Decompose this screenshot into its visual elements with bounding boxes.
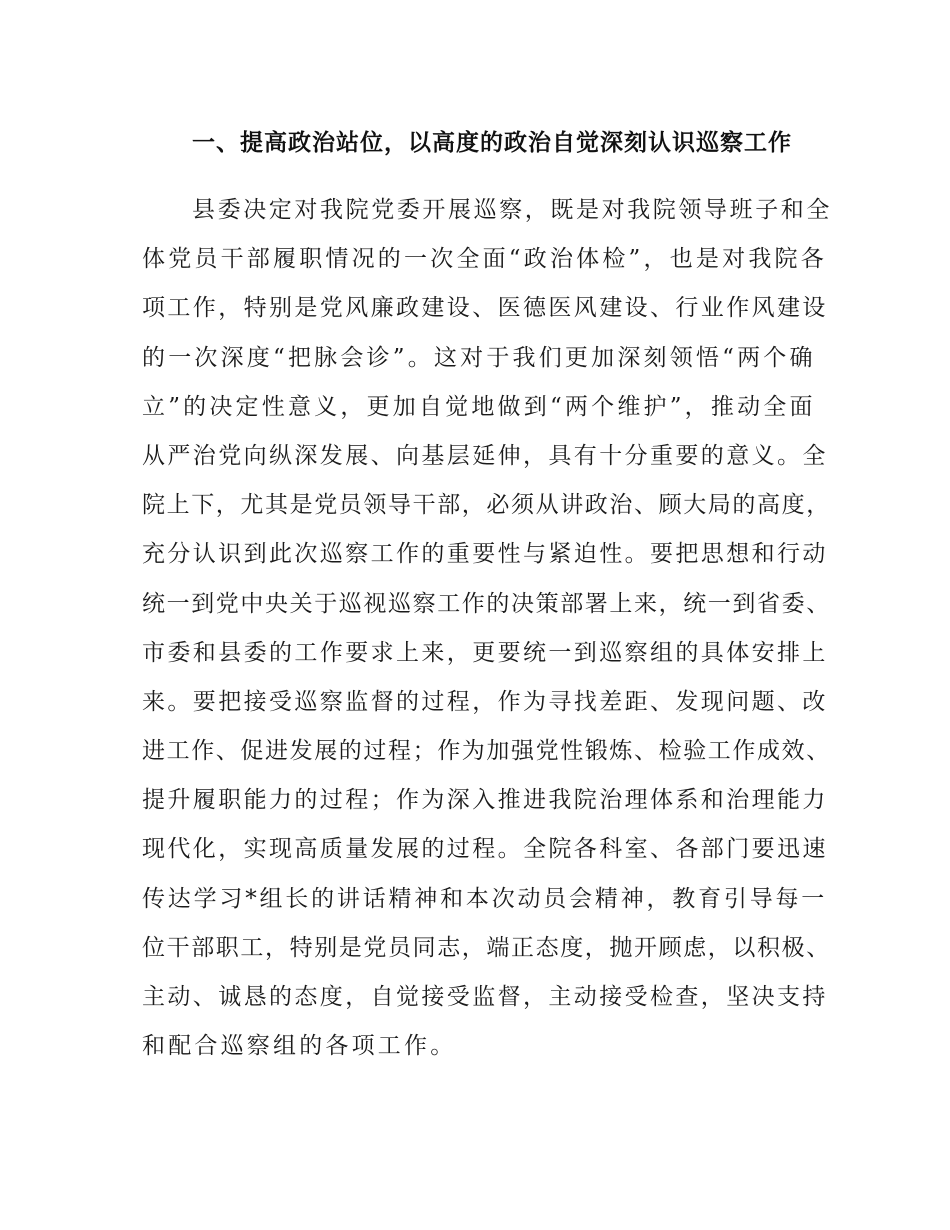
paragraph-line: 和配合巡察组的各项工作。 bbox=[142, 1033, 457, 1060]
paragraph-line: 从严治党向纵深发展、向基层延伸，具有十分重要的意义。全 bbox=[142, 442, 828, 469]
paragraph-line: 进工作、促进发展的过程；作为加强党性锻炼、检验工作成效、 bbox=[142, 738, 831, 765]
paragraph-line: 体党员干部履职情况的一次全面“政治体检”，也是对我院各 bbox=[142, 246, 827, 273]
paragraph-line: 市委和县委的工作要求上来，更要统一到巡察组的具体安排上 bbox=[142, 639, 828, 666]
paragraph-line: 立”的决定性意义，更加自觉地做到“两个维护”，推动全面 bbox=[142, 393, 816, 420]
paragraph-line: 现代化，实现高质量发展的过程。全院各科室、各部门要迅速 bbox=[142, 836, 828, 863]
paragraph-line: 的一次深度“把脉会诊”。这对于我们更加深刻领悟“两个确 bbox=[142, 344, 816, 371]
paragraph-line: 项工作，特别是党风廉政建设、医德医风建设、行业作风建设 bbox=[142, 295, 828, 322]
paragraph-line: 主动、诚恳的态度，自觉接受监督，主动接受检查，坚决支持 bbox=[142, 984, 828, 1010]
body-paragraph bbox=[142, 186, 832, 1071]
paragraph-line: 传达学习*组长的讲话精神和本次动员会精神，教育引导每一 bbox=[142, 885, 828, 912]
paragraph-line: 提升履职能力的过程；作为深入推进我院治理体系和治理能力 bbox=[142, 787, 828, 814]
paragraph-line: 充分认识到此次巡察工作的重要性与紧迫性。要把思想和行动 bbox=[142, 541, 828, 568]
paragraph-line: 统一到党中央关于巡视巡察工作的决策部署上来，统一到省委、 bbox=[142, 590, 831, 617]
paragraph-line: 来。要把接受巡察监督的过程，作为寻找差距、发现问题、改 bbox=[142, 688, 828, 715]
section-heading: 一、提高政治站位，以高度的政治自觉深刻认识巡察工作 bbox=[192, 130, 792, 156]
paragraph-line: 位干部职工，特别是党员同志，端正态度，抛开顾虑，以积极、 bbox=[142, 934, 831, 961]
paragraph-line: 县委决定对我院党委开展巡察，既是对我院领导班子和全 bbox=[192, 197, 832, 223]
paragraph-line: 院上下，尤其是党员领导干部，必须从讲政治、顾大局的高度， bbox=[142, 492, 831, 519]
